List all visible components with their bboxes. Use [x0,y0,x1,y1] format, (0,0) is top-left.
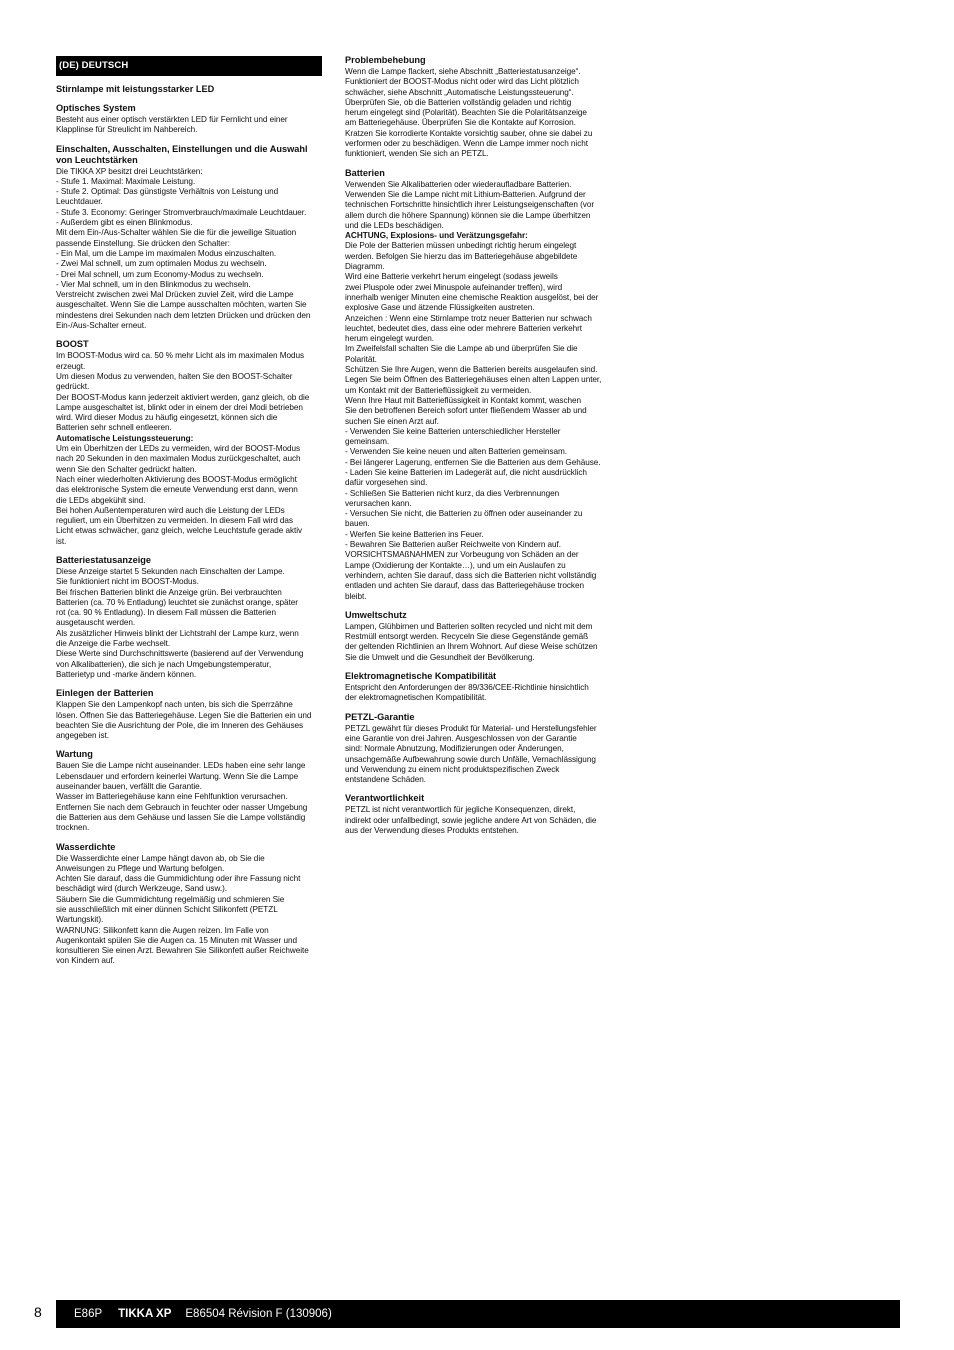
footer-bar [56,1300,900,1328]
paragraph: Verwenden Sie Alkalibatterien oder wiederaufladbare Batterien. Verwenden Sie die Lampe nicht mit Lithium-Batterien. Aufgrund der technischen Fortschritte hinsichtlich ihrer Leistungseigenschaften (vor allem durch die höhere Spannung) können sie die Lampe überhitzen und die LEDs beschädigen. [345,179,595,230]
section-heading: Einlegen der Batterien [56,688,154,699]
paragraph: Lampen, Glühbirnen und Batterien sollten recycled und nicht mit dem Restmüll entsorgt werden. Recyceln Sie diese Gegenstände gemäß der geltenden Richtlinien an Ihrem Wohnort. Auf diese Weise schützen Sie die Umwelt und die Gesundheit der Bevölkerung. [345,621,598,662]
paragraph: Die Wasserdichte einer Lampe hängt davon ab, ob Sie die Anweisungen zu Pflege und Wartung befolgen. Achten Sie darauf, dass die Gummidichtung oder ihre Fassung nicht beschädigt wird (durch Werkzeuge, Sand usw.). Säubern Sie die Gummidichtung regelmäßig und schmieren Sie sie ausschließlich mit einer dünnen Schicht Silikonfett (PETZL Wartungskit). WARNUNG: Silikonfett kann die Augen reizen. Im Falle von Augenkontakt spülen Sie die Augen ca. 15 Minuten mit Wasser und konsultieren Sie einen Arzt. Bewahren Sie Silikonfett außer Reichweite von Kindern auf. [56,853,309,966]
language-header: (DE) DEUTSCH [56,56,322,76]
section-heading: Batterien [345,167,385,178]
paragraph: Bauen Sie die Lampe nicht auseinander. LEDs haben eine sehr lange Lebensdauer und erfordern keinerlei Wartung. Wenn Sie die Lampe auseinander bauen, verfällt die Garantie. Wasser im Batteriegehäuse kann eine Fehlfunktion verursachen. Entfernen Sie nach dem Gebrauch in feuchter oder nasser Umgebung die Batterien aus dem Gehäuse und lassen Sie die Lampe vollständig trocknen. [56,761,308,833]
paragraph: Entspricht den Anforderungen der 89/336/CEE-Richtlinie hinsichtlich der elektromagnetischen Kompatibilität. [345,683,589,703]
right-sections [345,55,609,836]
section-wartung [56,749,322,833]
paragraph: Besteht aus einer optisch verstärkten LED für Fernlicht und einer Klapplinse für Streulicht im Nahbereich. [56,115,288,135]
right-column [345,55,609,844]
left-column [56,56,322,975]
section-problembehebung [345,55,609,160]
footer-reference: E86504 Révision F (130906) [185,1308,332,1320]
section-heading: Elektromagnetische Kompatibilität [345,671,497,682]
section-elektromagnetische-kompatibilität [345,671,609,704]
section-heading: Wartung [56,749,93,760]
page-number: 8 [34,1304,42,1320]
section-einlegen-der-batterien [56,688,322,741]
section-wasserdichte [56,842,322,967]
section-heading: BOOST [56,339,89,350]
footer-product-code: E86P [74,1308,103,1320]
section-heading: Stirnlampe mit leistungsstarker LED [56,84,215,94]
section-heading: Optisches System [56,103,136,113]
section-heading: Umweltschutz [345,609,407,620]
subheading: Automatische Leistungssteuerung: [56,433,194,443]
section-umweltschutz [345,610,609,663]
paragraph: Diese Anzeige startet 5 Sekunden nach Einschalten der Lampe. Sie funktioniert nicht im BOOST-Modus. Bei frischen Batterien blinkt die Anzeige grün. Bei verbrauchten Batterien (ca. 70 % Entladung) leuchtet sie zunächst orange, später rot (ca. 90 % Entladung). In diesem Fall müssen die Batterien ausgetauscht werden. Als zusätzlicher Hinweis blinkt der Lichtstrahl der Lampe kurz, wenn die Anzeige die Farbe wechselt. Diese Werte sind Durchschnittswerte (basierend auf der Verwendung von Alkalibatterien), die sich je nach Umgebungstemperatur, Batterietyp und -marke ändern können. [56,566,304,679]
footer-model-name: TIKKA XP [118,1308,172,1320]
section-heading: PETZL-Garantie [345,711,415,722]
section-stirnlampe-mit-leistungsstarker-led [56,84,322,95]
section-einschalten-ausschalten-einstellungen-un [56,144,322,332]
section-optisches-system [56,103,322,136]
section-heading: Problembehebung [345,55,426,65]
subheading: ACHTUNG, Explosions- und Verätzungsgefahr: [345,231,528,241]
paragraph: PETZL gewährt für dieses Produkt für Material- und Herstellungsfehler eine Garantie von drei Jahren. Ausgeschlossen von der Garantie sind: Normale Abnutzung, Modifizierungen oder Änderungen, unsachgemäße Aufbewahrung sowie durch Unfälle, Vernachlässigung und Verwendung zu einem nicht produktspezifischen Zweck entstandene Schäden. [345,723,597,785]
paragraph: PETZL ist nicht verantwortlich für jegliche Konsequenzen, direkt, indirekt oder unfallbedingt, sowie jegliche andere Art von Schäden, die aus der Verwendung dieses Produkts entstehen. [345,805,597,835]
paragraph: Im BOOST-Modus wird ca. 50 % mehr Licht als im maximalen Modus erzeugt. Um diesen Modus zu verwenden, halten Sie den BOOST-Schalter gedrückt. Der BOOST-Modus kann jederzeit aktiviert werden, ganz gleich, ob die Lampe ausgeschaltet ist, blinkt oder in einem der drei Modi betrieben wird. Wird dieser Modus zu häufig eingesetzt, können sich die Batterien sehr schnell entleeren. [56,351,310,433]
paragraph: Die Pole der Batterien müssen unbedingt richtig herum eingelegt werden. Befolgen Sie hierzu das im Batteriegehäuse abgebildete Diagramm. Wird eine Batterie verkehrt herum eingelegt (sodass jeweils zwei Pluspole oder zwei Minuspole aufeinander treffen), wird innerhalb weniger Minuten eine chemische Reaktion ausgelöst, bei der explosive Gase und ätzende Flüssigkeiten austreten. Anzeichen : Wenn eine Stirnlampe trotz neuer Batterien nur schwach leuchtet, bedeutet dies, dass eine oder mehrere Batterien verkehrt herum eingelegt wurden. Im Zweifelsfall schalten Sie die Lampe ab und überprüfen Sie die Polarität. Schützen Sie Ihre Augen, wenn die Batterien bereits ausgelaufen sind. Legen Sie beim Öffnen des Batteriegehäuses einen alten Lappen unter, um Kontakt mit der Batterieflüssigkeit zu vermeiden. Wenn Ihre Haut mit Batterieflüssigkeit in Kontakt kommt, waschen Sie den betroffenen Bereich sofort unter fließendem Wasser ab und suchen Sie einen Arzt auf. - Verwenden Sie keine Batterien unterschiedlicher Hersteller gemeinsam. - Verwenden Sie keine neuen und alten Batterien gemeinsam. - Bei längerer Lagerung, entfernen Sie die Batterien aus dem Gehäuse. - Laden Sie keine Batterien im Ladegerät auf, die nicht ausdrücklich dafür vorgesehen sind. - Schließen Sie Batterien nicht kurz, da dies Verbrennungen verursachen kann. - Versuchen Sie nicht, die Batterien zu öffnen oder auseinander zu bauen. - Werfen Sie keine Batterien ins Feuer. - Bewahren Sie Batterien außer Reichweite von Kindern auf. VORSICHTSMAßNAHMEN zur Vorbeugung von Schäden an der Lampe (Oxidierung der Kontakte…), und um ein Auslaufen zu verhindern, achten Sie darauf, dass sich die Batterien nicht vollständig entladen und achten Sie darauf, dass das Batteriegehäuse trocken bleibt. [345,241,602,601]
section-heading: Einschalten, Ausschalten, Einstellungen und die Auswahl von Leuchtstärken [56,143,308,165]
section-heading: Wasserdichte [56,841,116,852]
section-petzl-garantie [345,712,609,786]
section-heading: Batteriestatusanzeige [56,554,151,565]
paragraph: Wenn die Lampe flackert, siehe Abschnitt „Batteriestatusanzeige“. Funktioniert der BOOST-Modus nicht oder wird das Licht plötzlich schwächer, siehe Abschnitt „Automatische Leistungssteuerung“. Überprüfen Sie, ob die Batterien vollständig geladen und richtig herum eingelegt sind (Polarität). Beachten Sie die Polaritätsanzeige am Batteriegehäuse. Überprüfen Sie die Kontakte auf Korrosion. Kratzen Sie korrodierte Kontakte vorsichtig sauber, ohne sie dabei zu verformen oder zu beschädigen. Wenn die Lampe immer noch nicht funktioniert, wenden Sie sich an PETZL. [345,67,593,159]
paragraph: Die TIKKA XP besitzt drei Leuchtstärken: - Stufe 1. Maximal: Maximale Leistung. - Stufe 2. Optimal: Das günstigste Verhältnis von Leistung und Leuchtdauer. - Stufe 3. Economy: Geringer Stromverbrauch/maximale Leuchtdauer. - Außerdem gibt es einen Blinkmodus. Mit dem Ein-/Aus-Schalter wählen Sie die für die jeweilige Situation passende Einstellung. Sie drücken den Schalter: - Ein Mal, um die Lampe im maximalen Modus einzuschalten. - Zwei Mal schnell, um zum optimalen Modus zu wechseln. - Drei Mal schnell, um zum Economy-Modus zu wechseln. - Vier Mal schnell, um in den Blinkmodus zu wechseln. Verstreicht zwischen zwei Mal Drücken zuviel Zeit, wird die Lampe ausgeschaltet. Wenn Sie die Lampe ausschalten möchten, warten Sie mindestens drei Sekunden nach dem letzten Drücken und drücken den Ein-/Aus-Schalter erneut. [56,166,311,331]
left-sections [56,84,322,967]
section-boost [56,339,322,547]
section-batterien [345,168,609,602]
section-heading: Verantwortlichkeit [345,793,425,804]
paragraph: Um ein Überhitzen der LEDs zu vermeiden, wird der BOOST-Modus nach 20 Sekunden in den maximalen Modus zurückgeschaltet, auch wenn Sie den Schalter gedrückt halten. Nach einer wiederholten Aktivierung des BOOST-Modus ermöglicht das elektronische System die erneute Verwendung erst dann, wenn die LEDs abgekühlt sind. Bei hohen Außentemperaturen wird auch die Leistung der LEDs reguliert, um ein Überhitzen zu vermeiden. In diesem Fall wird das Licht etwas schwächer, ganz gleich, welche Leuchtstufe gerade aktiv ist. [56,444,303,546]
section-verantwortlichkeit [345,793,609,836]
section-batteriestatusanzeige [56,555,322,680]
paragraph: Klappen Sie den Lampenkopf nach unten, bis sich die Sperrzähne lösen. Öffnen Sie das Batteriegehäuse. Legen Sie die Batterien ein und beachten Sie die Ausrichtung der Pole, die im Inneren des Gehäuses angegeben ist. [56,700,312,741]
